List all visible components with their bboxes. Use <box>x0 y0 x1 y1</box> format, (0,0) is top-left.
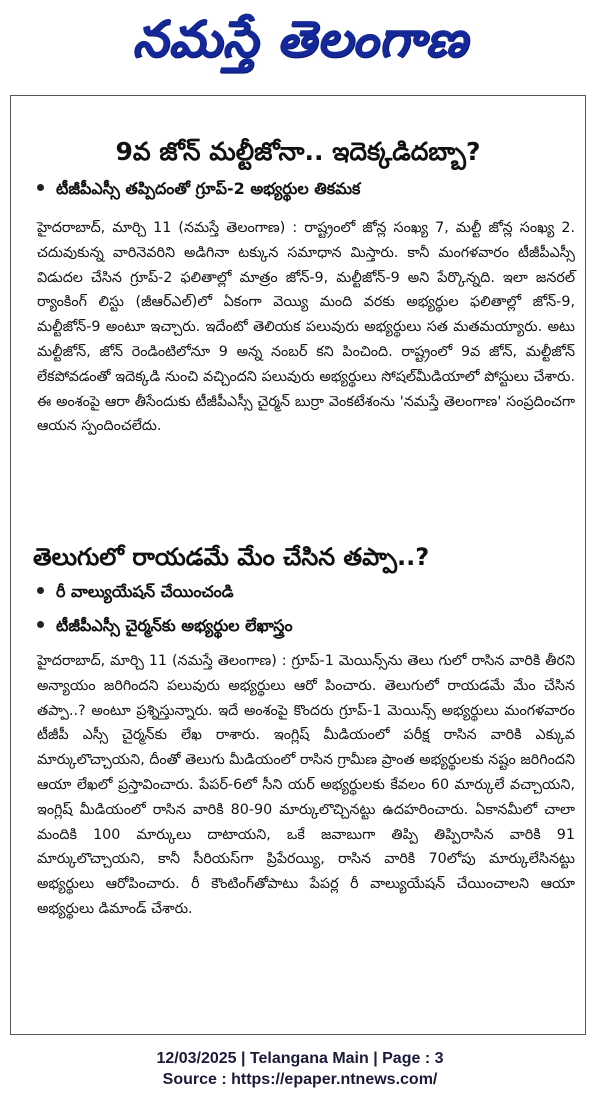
date-edition-line: 12/03/2025 | Telangana Main | Page : 3 <box>156 1050 444 1067</box>
bullet-icon <box>37 621 44 628</box>
source-line: Source : https://epaper.ntnews.com/ <box>162 1071 438 1088</box>
article-body: హైదరాబాద్, మార్చి 11 (నమస్తే తెలంగాణ) : గ్రూప్-1 మెయిన్స్‌ను తెలు గులో రాసిన వారికి తీరని అన్యాయం జరిగిందని పలువురు అభ్యర్థులు ఆరో పించారు. తెలుగులో రాయడమే మేం చేసిన తప్పా..? అంటూ ప్రశ్నిస్తున్నారు. ఇదే అంశంపై కొందరు గ్రూప్-1 మెయిన్స్ అభ్యర్థులు మంగళవారం టీజీపీ ఎస్సీ చైర్మన్‌కు లేఖ రాశారు. ఇంగ్లిష్ మీడియంలో పరీక్ష రాసిన వారికి ఎక్కువ మార్కులొచ్చాయని, దీంతో తెలుగు మీడియంలో రాసిన గ్రామీణ ప్రాంత అభ్యర్థులకు నష్టం జరిగిందని ఆయా లేఖలో ప్రస్తావించారు. పేపర్-6లో సీని యర్ అభ్యర్థులకు కేవలం 60 మార్కులే వచ్చాయని, ఇంగ్లిష్ మీడియంలో రాసిన వారికి 80-90 మార్కులొచ్చినట్టు ఉదహరించారు. ఏకానమీలో చాలా మందికి 100 మార్కులు దాటాయని, ఒకే జవాబుగా తిప్పి తిప్పిరాసిన వారికి 91 మార్కులొచ్చాయని, కానీ సీరియస్‌గా ప్రిపేరయ్యి, రాసిన వారికి 70లోపు మార్కులేసినట్టు అభ్యర్థులు ఆరోపించారు. రీ కౌంటింగ్‌తోపాటు పేపర్ల రీ వాల్యుయేషన్ చేయించాలని ఆయా అభ్యర్థులు డిమాండ్ చేశారు. <box>37 653 575 917</box>
article-telugu-medium <box>11 539 585 922</box>
article-subhead: టీజీపీఎస్సీ చైర్మన్‌కు అభ్యర్థుల లేఖాస్త్రం <box>11 615 585 637</box>
masthead <box>0 0 600 82</box>
source-footer <box>0 1048 600 1090</box>
newspaper-logo: నమస్తే తెలంగాణ <box>132 9 468 68</box>
clipping-frame <box>10 95 586 1035</box>
article-subhead: రీ వాల్యుయేషన్ చేయించండి <box>11 581 585 603</box>
article-subhead: టీజీపీఎస్సీ తప్పిదంతో గ్రూప్-2 అభ్యర్థుల తికమక <box>11 178 585 200</box>
article-headline: 9వ జోన్ మల్టీజోనా.. ఇదెక్కడిదబ్బా? <box>115 137 481 166</box>
article-zone-nine <box>11 134 585 439</box>
article-headline: తెలుగులో రాయడమే మేం చేసిన తప్పా..? <box>33 543 430 571</box>
bullet-icon <box>37 587 44 594</box>
bullet-icon <box>37 184 44 191</box>
article-body: హైదరాబాద్, మార్చి 11 (నమస్తే తెలంగాణ) : రాష్ట్రంలో జోన్ల సంఖ్య 7, మల్టీ జోన్ల సంఖ్య 2. చదువుకున్న వారినెవరిని అడిగినా టక్కున సమాధాన మిస్తారు. కానీ మంగళవారం టీజీపీఎస్సీ విడుదల చేసిన గ్రూప్-2 ఫలితాల్లో మాత్రం జోన్-9, మల్టీజోన్-9 అని పేర్కొన్నది. ఇలా జనరల్ ర్యాంకింగ్ లిస్టు (జీఆర్ఎల్)లో ఏకంగా వెయ్యి మంది వరకు అభ్యర్థుల ఫలితాల్లో జోన్-9, మల్టీజోన్-9 అంటూ ఇచ్చారు. ఇదేంటో తెలియక పలువురు అభ్యర్థులు సత మతమయ్యారు. అటు మల్టీజోన్, జోన్ రెండింటిలోనూ 9 అన్న నంబర్ కని పించింది. రాష్ట్రంలో 9వ జోన్, మల్టీజోన్ లేకపోవడంతో ఇదెక్కడి నుంచి వచ్చిందని పలువురు అభ్యర్థులు సోషల్‌మీడియాలో పోస్టులు చేశారు. ఈ అంశంపై ఆరా తీసేందుకు టీజీపీఎస్సీ చైర్మన్ బుర్రా వెంకటేశంను 'నమస్తే తెలంగాణ' సంప్రదించగా ఆయన స్పందించలేదు. <box>37 220 575 435</box>
